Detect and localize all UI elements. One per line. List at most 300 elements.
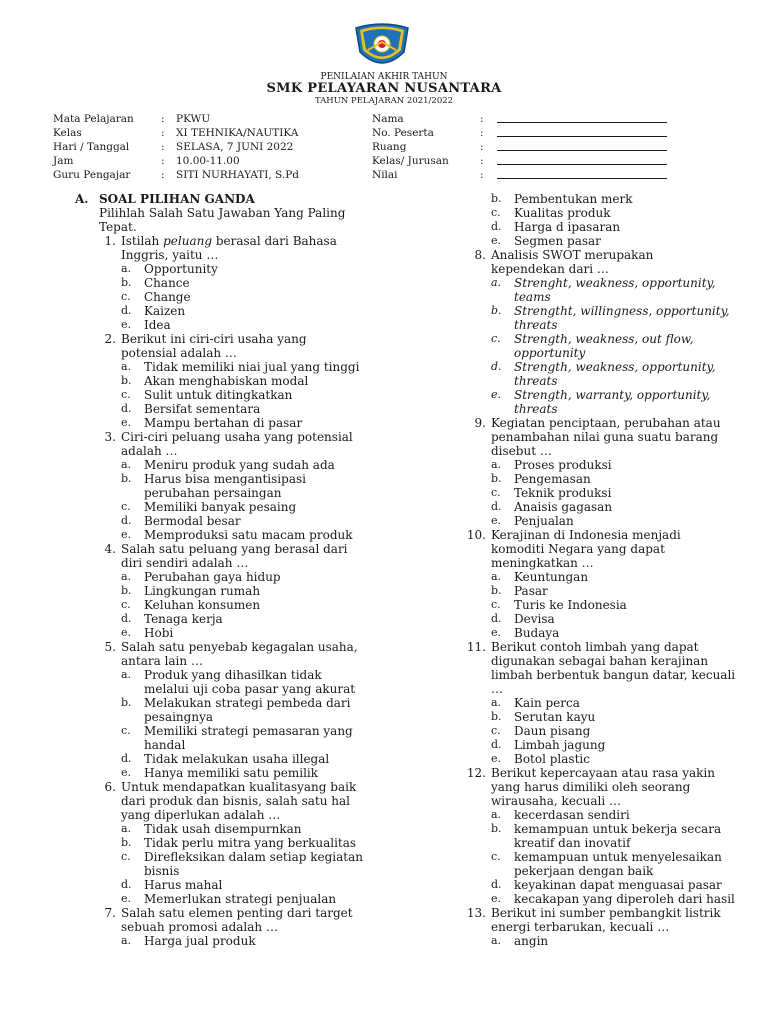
answer-option	[445, 584, 745, 598]
field-colon: :	[480, 155, 484, 167]
blank-answer-line	[497, 178, 667, 179]
question-line	[445, 780, 745, 794]
answer-option	[445, 850, 745, 864]
option-text: Strength, weakness, opportunity,	[514, 360, 716, 374]
option-text: Produk yang dihasilkan tidak	[144, 668, 322, 682]
question-number: 8.	[474, 248, 486, 262]
option-text: threats	[514, 374, 558, 388]
option-letter: d.	[491, 738, 502, 751]
option-letter: d.	[491, 500, 502, 513]
option-letter: a.	[491, 276, 502, 289]
question-line	[445, 766, 745, 780]
answer-option	[445, 864, 745, 878]
answer-option	[445, 486, 745, 500]
answer-option	[445, 374, 745, 388]
answer-option	[75, 290, 375, 304]
question-number: 4.	[104, 542, 116, 556]
option-letter: b.	[121, 836, 132, 849]
question-line	[445, 906, 745, 920]
answer-field	[372, 168, 672, 182]
info-colon: :	[161, 127, 165, 139]
option-letter: d.	[121, 752, 132, 765]
option-text: bisnis	[144, 864, 180, 878]
answer-option	[445, 836, 745, 850]
question-text: disebut …	[491, 444, 552, 458]
instruction-text	[75, 220, 375, 234]
answer-option	[445, 500, 745, 514]
question-number: 2.	[104, 332, 116, 346]
question-text: Berikut kepercayaan atau rasa yakin	[491, 766, 715, 780]
option-letter: b.	[491, 584, 502, 597]
option-letter: c.	[491, 850, 501, 863]
answer-option	[75, 570, 375, 584]
answer-option	[75, 402, 375, 416]
answer-option	[445, 934, 745, 948]
option-letter: a.	[121, 262, 132, 275]
answer-field	[372, 154, 672, 168]
answer-option	[75, 724, 375, 738]
option-letter: d.	[491, 612, 502, 625]
option-text: Tidak usah disempurnkan	[144, 822, 302, 836]
option-letter: a.	[491, 934, 502, 947]
academic-year: TAHUN PELAJARAN 2021/2022	[314, 96, 454, 106]
question-text: Salah satu penyebab kegagalan usaha,	[121, 640, 358, 654]
option-text: Idea	[144, 318, 171, 332]
question-text: Berikut ini ciri-ciri usaha yang	[121, 332, 307, 346]
option-letter: a.	[121, 668, 132, 681]
option-text: handal	[144, 738, 186, 752]
question-line	[75, 248, 375, 262]
option-text: Pengemasan	[514, 472, 591, 486]
question-text: yang harus dimiliki oleh seorang	[491, 780, 691, 794]
question-text: meningkatkan …	[491, 556, 594, 570]
option-text: kecakapan yang diperoleh dari hasil	[514, 892, 735, 906]
question-line	[75, 556, 375, 570]
answer-option	[445, 360, 745, 374]
answer-field	[372, 112, 672, 126]
question-text: sebuah promosi adalah …	[121, 920, 278, 934]
answer-option	[75, 514, 375, 528]
question-text: Kerajinan di Indonesia menjadi	[491, 528, 681, 542]
blank-answer-line	[497, 164, 667, 165]
question-number: 5.	[104, 640, 116, 654]
option-text: Daun pisang	[514, 724, 591, 738]
field-label: No. Peserta	[372, 127, 434, 139]
question-line	[445, 682, 745, 696]
option-letter: c.	[491, 332, 501, 345]
question-number: 10.	[466, 528, 486, 542]
question-text: penambahan nilai guna suatu barang	[491, 430, 719, 444]
option-text: Harga jual produk	[144, 934, 256, 948]
info-label: Guru Pengajar	[53, 169, 131, 181]
question-line	[445, 262, 745, 276]
option-letter: a.	[491, 570, 502, 583]
info-row	[53, 140, 353, 154]
answer-option	[75, 836, 375, 850]
answer-option	[445, 318, 745, 332]
option-letter: d.	[121, 878, 132, 891]
answer-option	[75, 486, 375, 500]
answer-option	[445, 192, 745, 206]
question-line	[75, 430, 375, 444]
option-text: Direfleksikan dalam setiap kegiatan	[144, 850, 363, 864]
answer-option	[445, 696, 745, 710]
answer-option	[75, 738, 375, 752]
answer-option	[445, 276, 745, 290]
school-logo	[350, 22, 414, 72]
answer-option	[75, 598, 375, 612]
option-text: kemampuan untuk bekerja secara	[514, 822, 722, 836]
question-line	[445, 654, 745, 668]
option-text: Hanya memiliki satu pemilik	[144, 766, 319, 780]
question-line	[445, 556, 745, 570]
option-text: Pasar	[514, 584, 548, 598]
question-text: Inggris, yaitu …	[121, 248, 219, 262]
field-label: Nilai	[372, 169, 398, 181]
question-line	[445, 416, 745, 430]
info-value: PKWU	[176, 113, 211, 125]
option-letter: b.	[121, 374, 132, 387]
option-letter: c.	[491, 598, 501, 611]
info-label: Hari / Tanggal	[53, 141, 130, 153]
answer-option	[75, 500, 375, 514]
exam-info-left	[53, 112, 353, 182]
option-text: threats	[514, 402, 558, 416]
option-letter: c.	[491, 724, 501, 737]
answer-option	[445, 808, 745, 822]
question-line	[445, 430, 745, 444]
option-text: Opportunity	[144, 262, 218, 276]
question-line	[75, 654, 375, 668]
option-text: Memiliki banyak pesaing	[144, 500, 297, 514]
option-text: Kain perca	[514, 696, 580, 710]
answer-option	[75, 388, 375, 402]
info-colon: :	[161, 113, 165, 125]
info-value: XI TEHNIKA/NAUTIKA	[176, 127, 299, 139]
question-text: …	[491, 682, 503, 696]
instruction-line: Pilihlah Salah Satu Jawaban Yang Paling	[99, 206, 346, 220]
option-text: Meniru produk yang sudah ada	[144, 458, 335, 472]
option-text: Serutan kayu	[514, 710, 596, 724]
answer-option	[75, 850, 375, 864]
option-letter: d.	[121, 612, 132, 625]
option-text: Turis ke Indonesia	[514, 598, 627, 612]
field-label: Kelas/ Jurusan	[372, 155, 449, 167]
option-letter: e.	[121, 626, 132, 639]
question-line	[75, 332, 375, 346]
option-text: Harga d ipasaran	[514, 220, 621, 234]
option-letter: a.	[491, 458, 502, 471]
answer-option	[445, 570, 745, 584]
option-letter: b.	[491, 192, 502, 205]
option-text: Pembentukan merk	[514, 192, 633, 206]
info-row	[53, 112, 353, 126]
option-text: Keluhan konsumen	[144, 598, 261, 612]
option-text: teams	[514, 290, 551, 304]
option-letter: b.	[491, 304, 502, 317]
answer-option	[75, 374, 375, 388]
answer-option	[75, 262, 375, 276]
answer-option	[75, 766, 375, 780]
option-text: melalui uji coba pasar yang akurat	[144, 682, 356, 696]
option-letter: c.	[491, 206, 501, 219]
option-letter: b.	[121, 472, 132, 485]
option-letter: a.	[121, 360, 132, 373]
option-letter: d.	[491, 878, 502, 891]
answer-option	[75, 626, 375, 640]
option-text: Limbah jagung	[514, 738, 606, 752]
answer-option	[445, 388, 745, 402]
option-letter: a.	[491, 808, 502, 821]
question-line	[75, 234, 375, 248]
option-text: Strength, warranty, opportunity,	[514, 388, 711, 402]
answer-option	[75, 934, 375, 948]
question-line	[445, 528, 745, 542]
option-text: Kualitas produk	[514, 206, 611, 220]
answer-option	[445, 206, 745, 220]
question-text: Kegiatan penciptaan, perubahan atau	[491, 416, 721, 430]
info-row	[53, 154, 353, 168]
answer-option	[75, 668, 375, 682]
question-text: Salah satu peluang yang berasal dari	[121, 542, 348, 556]
option-text: pesaingnya	[144, 710, 214, 724]
question-text: Berikut ini sumber pembangkit listrik	[491, 906, 721, 920]
answer-option	[445, 234, 745, 248]
option-letter: c.	[491, 486, 501, 499]
option-text: Bersifat sementara	[144, 402, 261, 416]
option-letter: b.	[491, 472, 502, 485]
question-line	[445, 542, 745, 556]
question-text: antara lain …	[121, 654, 203, 668]
question-text: dari produk dan bisnis, salah satu hal	[121, 794, 351, 808]
answer-option	[445, 738, 745, 752]
question-number: 7.	[104, 906, 116, 920]
instruction-line: Tepat.	[99, 220, 137, 234]
answer-option	[75, 360, 375, 374]
section-heading	[75, 192, 375, 206]
option-text: Segmen pasar	[514, 234, 601, 248]
option-letter: a.	[121, 570, 132, 583]
question-line	[75, 920, 375, 934]
info-colon: :	[161, 169, 165, 181]
answer-option	[75, 864, 375, 878]
info-value: SELASA, 7 JUNI 2022	[176, 141, 294, 153]
option-text: Keuntungan	[514, 570, 589, 584]
option-text: pekerjaan dengan baik	[514, 864, 654, 878]
option-text: Akan menghabiskan modal	[144, 374, 309, 388]
answer-option	[75, 710, 375, 724]
question-line	[75, 346, 375, 360]
option-letter: e.	[491, 892, 502, 905]
field-colon: :	[480, 169, 484, 181]
option-letter: e.	[121, 892, 132, 905]
option-text: Lingkungan rumah	[144, 584, 261, 598]
answer-option	[75, 892, 375, 906]
option-letter: e.	[491, 752, 502, 765]
answer-option	[445, 626, 745, 640]
answer-option	[75, 472, 375, 486]
option-letter: a.	[121, 934, 132, 947]
option-letter: b.	[491, 822, 502, 835]
field-label: Nama	[372, 113, 404, 125]
question-number: 1.	[104, 234, 116, 248]
option-text: Botol plastic	[514, 752, 590, 766]
option-letter: b.	[121, 584, 132, 597]
answer-option	[75, 458, 375, 472]
question-line	[75, 640, 375, 654]
answer-option	[75, 752, 375, 766]
blank-answer-line	[497, 122, 667, 123]
option-text: perubahan persaingan	[144, 486, 282, 500]
option-text: Chance	[144, 276, 190, 290]
answer-option	[75, 528, 375, 542]
answer-option	[445, 472, 745, 486]
question-line	[75, 542, 375, 556]
answer-option	[445, 822, 745, 836]
option-letter: b.	[491, 710, 502, 723]
question-line	[445, 444, 745, 458]
option-text: Perubahan gaya hidup	[144, 570, 281, 584]
answer-option	[445, 346, 745, 360]
question-line	[445, 248, 745, 262]
question-text: diri sendiri adalah …	[121, 556, 249, 570]
question-line	[75, 780, 375, 794]
option-text: Mampu bertahan di pasar	[144, 416, 303, 430]
blank-answer-line	[497, 150, 667, 151]
answer-option	[445, 514, 745, 528]
option-letter: d.	[121, 514, 132, 527]
question-line	[445, 668, 745, 682]
option-text: kecerdasan sendiri	[514, 808, 630, 822]
option-letter: e.	[491, 388, 502, 401]
emphasized-term: peluang	[163, 234, 213, 248]
option-letter: c.	[121, 850, 131, 863]
question-text: Ciri-ciri peluang usaha yang potensial	[121, 430, 353, 444]
option-text: Memiliki strategi pemasaran yang	[144, 724, 353, 738]
option-letter: c.	[121, 500, 131, 513]
option-text: Strength, weakness, out flow,	[514, 332, 694, 346]
option-text: Tidak perlu mitra yang berkualitas	[144, 836, 357, 850]
option-text: angin	[514, 934, 549, 948]
question-text: wirausaha, kecuali …	[491, 794, 622, 808]
info-label: Jam	[53, 155, 74, 167]
answer-option	[75, 682, 375, 696]
school-name: SMK PELAYARAN NUSANTARA	[266, 81, 502, 96]
question-text: energi terbarukan, kecuali …	[491, 920, 670, 934]
answer-option	[75, 612, 375, 626]
option-text: Harus mahal	[144, 878, 223, 892]
info-row	[53, 168, 353, 182]
option-text: Tidak melakukan usaha illegal	[144, 752, 330, 766]
question-number: 9.	[474, 416, 486, 430]
option-text: Kaizen	[144, 304, 186, 318]
option-text: Proses produksi	[514, 458, 612, 472]
option-letter: d.	[121, 304, 132, 317]
question-line	[445, 794, 745, 808]
question-text: Untuk mendapatkan kualitasyang baik	[121, 780, 357, 794]
answer-option	[445, 220, 745, 234]
option-letter: e.	[491, 234, 502, 247]
question-line	[75, 906, 375, 920]
question-text: Istilah peluang berasal dari Bahasa	[121, 234, 337, 248]
info-colon: :	[161, 155, 165, 167]
answer-option	[445, 612, 745, 626]
info-value: 10.00-11.00	[176, 155, 240, 167]
answer-option	[75, 276, 375, 290]
info-value: SITI NURHAYATI, S.Pd	[176, 169, 299, 181]
answer-field	[372, 126, 672, 140]
answer-field	[372, 140, 672, 154]
option-letter: e.	[491, 626, 502, 639]
option-text: Strenght, weakness, opportunity,	[514, 276, 716, 290]
option-letter: c.	[121, 290, 131, 303]
option-letter: a.	[491, 696, 502, 709]
option-text: Change	[144, 290, 191, 304]
option-letter: c.	[121, 388, 131, 401]
option-text: Budaya	[514, 626, 560, 640]
answer-option	[445, 710, 745, 724]
option-letter: e.	[491, 514, 502, 527]
option-text: threats	[514, 318, 558, 332]
option-text: Teknik produksi	[514, 486, 612, 500]
option-text: Penjualan	[514, 514, 574, 528]
option-letter: d.	[491, 360, 502, 373]
option-text: Strengtht, willingness, opportunity,	[514, 304, 730, 318]
answer-option	[445, 402, 745, 416]
option-letter: c.	[121, 724, 131, 737]
option-letter: d.	[491, 220, 502, 233]
option-letter: e.	[121, 416, 132, 429]
question-text: Berikut contoh limbah yang dapat	[491, 640, 699, 654]
question-line	[445, 640, 745, 654]
question-text: digunakan sebagai bahan kerajinan	[491, 654, 709, 668]
option-text: Anaisis gagasan	[514, 500, 613, 514]
question-number: 13.	[466, 906, 486, 920]
student-info-fields	[372, 112, 672, 182]
info-row	[53, 126, 353, 140]
answer-option	[75, 822, 375, 836]
questions-left-column	[75, 192, 375, 948]
question-line	[75, 794, 375, 808]
blank-answer-line	[497, 136, 667, 137]
question-text: Salah satu elemen penting dari target	[121, 906, 353, 920]
question-text: limbah berbentuk bangun datar, kecuali	[491, 668, 736, 682]
option-letter: a.	[121, 822, 132, 835]
question-text: adalah …	[121, 444, 178, 458]
question-text: kependekan dari …	[491, 262, 609, 276]
option-letter: c.	[121, 598, 131, 611]
answer-option	[445, 598, 745, 612]
option-text: Memproduksi satu macam produk	[144, 528, 353, 542]
question-text: potensial adalah …	[121, 346, 237, 360]
question-line	[445, 920, 745, 934]
instruction-text	[75, 206, 375, 220]
answer-option	[445, 304, 745, 318]
answer-option	[445, 290, 745, 304]
option-text: Tidak memiliki niai jual yang tinggi	[144, 360, 360, 374]
option-text: keyakinan dapat menguasai pasar	[514, 878, 722, 892]
field-colon: :	[480, 141, 484, 153]
option-text: Devisa	[514, 612, 555, 626]
option-text: Bermodal besar	[144, 514, 241, 528]
question-text: komoditi Negara yang dapat	[491, 542, 665, 556]
question-number: 6.	[104, 780, 116, 794]
option-text: kreatif dan inovatif	[514, 836, 631, 850]
info-label: Mata Pelajaran	[53, 113, 134, 125]
question-text: Analisis SWOT merupakan	[491, 248, 654, 262]
question-number: 12.	[466, 766, 486, 780]
questions-right-column	[445, 192, 745, 948]
